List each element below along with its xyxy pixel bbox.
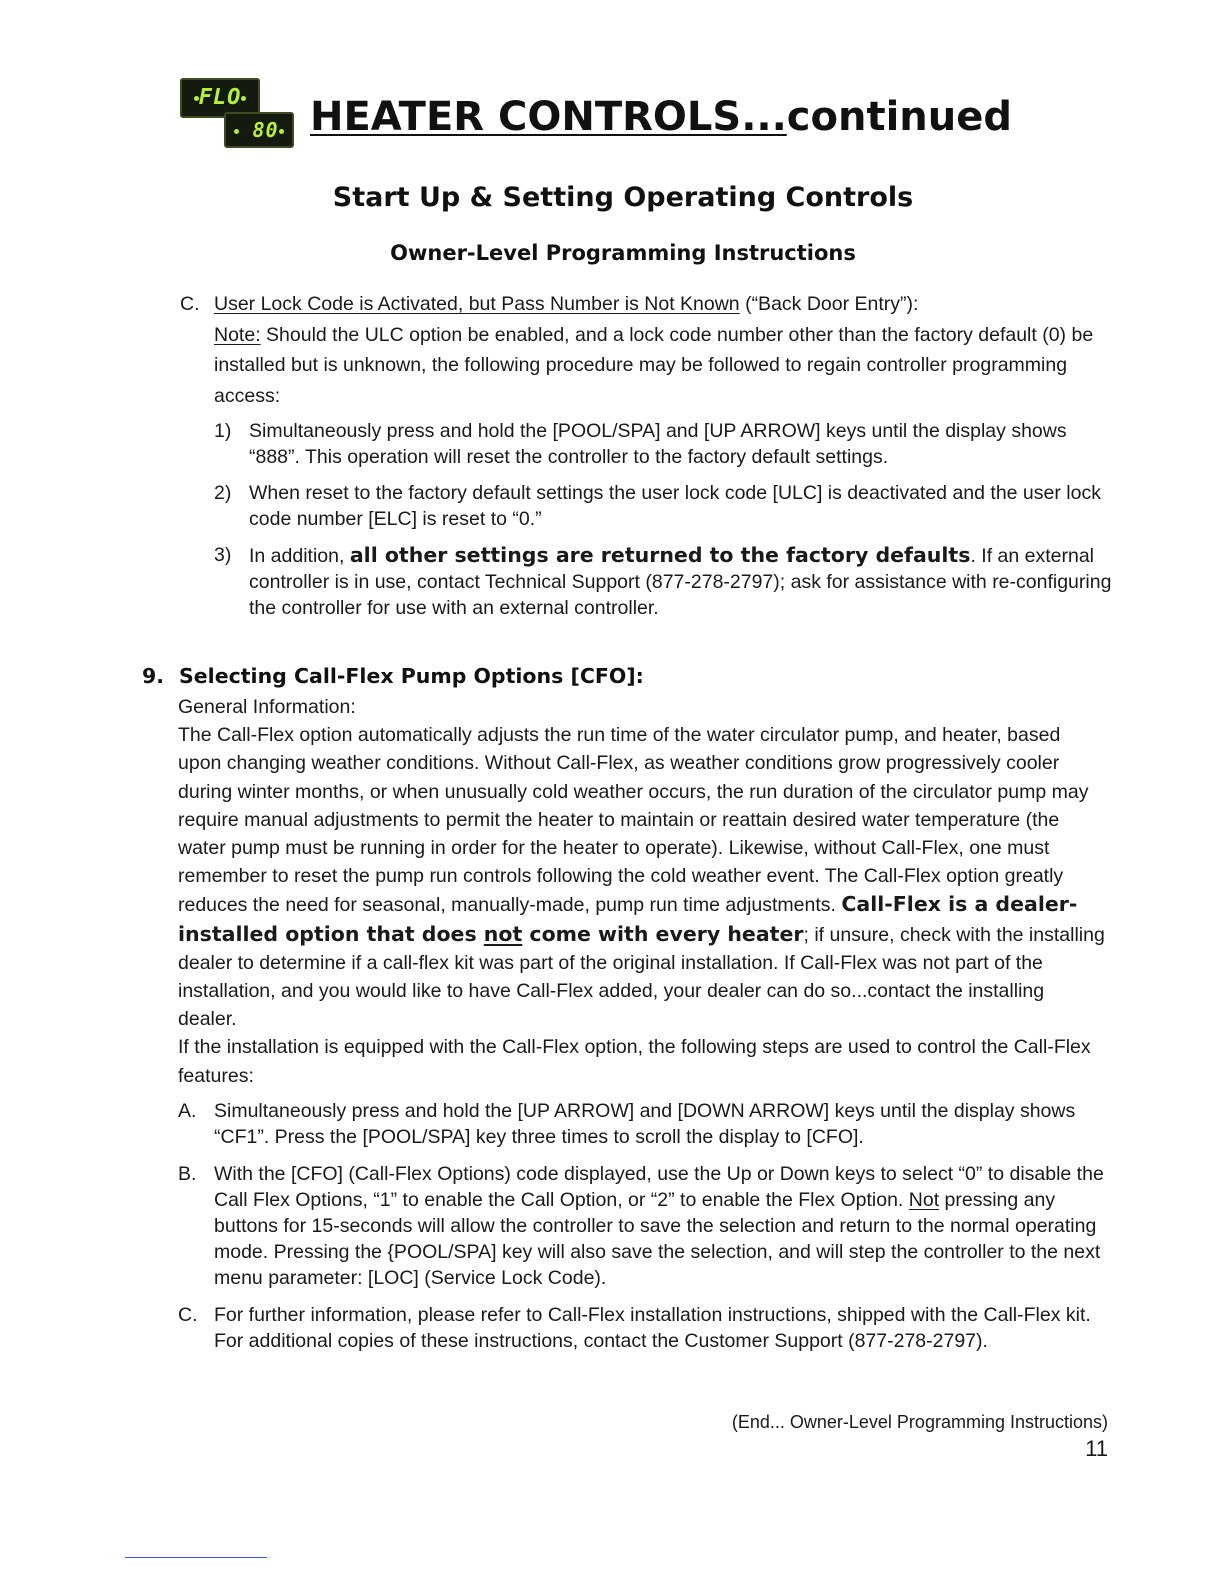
para1-text-b: ; if unsure, check with the installing dealer to determine if a call-flex kit was part of the original installation. If Call-Flex was not part of the installation, and you would like to have Call-Flex added, your dealer can do so...contact the installing dealer. <box>178 923 1105 1031</box>
section-9-title: Selecting Call-Flex Pump Options [CFO]: <box>179 664 644 688</box>
step-letter: B. <box>178 1163 197 1185</box>
list-item <box>178 1302 1108 1354</box>
list-item <box>214 418 1114 470</box>
item-c-body <box>214 289 1104 411</box>
general-info-label: General Information: <box>178 696 356 718</box>
section-title: Start Up & Setting Operating Controls <box>332 182 914 213</box>
lcd-dot-icon <box>279 129 284 134</box>
page-title <box>310 94 1012 140</box>
step-number: 3) <box>214 544 232 566</box>
call-flex-description <box>178 721 1108 1033</box>
lcd-dot-icon <box>234 129 239 134</box>
step-text-post: . If an external controller is in use, contact Technical Support (877-278-2797); ask for assistance with re-configuring the controller for use with an external controller. <box>249 545 1112 619</box>
end-note: (End... Owner-Level Programming Instructions) <box>731 1412 1108 1432</box>
item-c-label: C. <box>180 293 200 315</box>
step-text-bold: all other settings are returned to the factory defaults <box>349 543 971 567</box>
para1-text-a: The Call-Flex option automatically adjusts the run time of the water circulator pump, and heater, based upon changing weather conditions. Without Call-Flex, as weather conditions grow progressively cooler during winter months, or when unusually cold weather occurs, the run duration of the circulator pump may require manual adjustments to permit the heater to maintain or reattain desired water temperature (the water pump must be running in order for the heater to operate). Likewise, without Call-Flex, one must remember to reset the pump run controls following the cold weather event. The Call-Flex option greatly reduces the need for seasonal, manually-made, pump run time adjustments. <box>178 724 1089 917</box>
back-door-steps <box>214 418 1114 621</box>
lcd-display-bottom <box>224 112 294 148</box>
page-title-main: HEATER CONTROLS... <box>310 94 787 140</box>
note-text: Should the ULC option be enabled, and a lock code number other than the factory default (0) be installed but is unknown, the following procedure may be followed to regain controller programming access: <box>214 323 1094 407</box>
step-text: Simultaneously press and hold the [POOL/SPA] and [UP ARROW] keys until the display shows “888”. This operation will reset the controller to the factory default settings. <box>249 420 1067 468</box>
list-item <box>214 480 1114 532</box>
list-item <box>178 1098 1108 1150</box>
lcd-dot-icon <box>241 96 246 101</box>
step-letter: A. <box>178 1100 197 1122</box>
step-text-underlined: Not <box>908 1189 940 1211</box>
step-text: Simultaneously press and hold the [UP ARROW] and [DOWN ARROW] keys until the display shows “CF1”. Press the [POOL/SPA] key three times to scroll the display to [CFO]. <box>214 1100 1076 1148</box>
list-item <box>178 1161 1108 1291</box>
step-number: 1) <box>214 420 232 442</box>
item-c-heading-rest: (“Back Door Entry”): <box>739 293 919 315</box>
lcd-display-logo <box>180 78 290 148</box>
page-title-continued: continued <box>786 94 1013 140</box>
step-text-pre: In addition, <box>249 545 350 567</box>
step-letter: C. <box>178 1304 198 1326</box>
para1-bold-b: come with every heater <box>522 921 804 946</box>
footnote-divider <box>125 1557 267 1558</box>
step-text: When reset to the factory default settings the user lock code [ULC] is deactivated and the user lock code number [ELC] is reset to “0.” <box>249 482 1101 530</box>
call-flex-steps <box>178 1098 1108 1354</box>
call-flex-steps-intro: If the installation is equipped with the Call-Flex option, the following steps are used to control the Call-Flex features: <box>178 1036 1091 1087</box>
page-number: 11 <box>1085 1436 1108 1461</box>
list-item <box>214 542 1114 621</box>
note-label: Note: <box>214 323 261 346</box>
section-9-body <box>178 693 1108 1090</box>
para1-bold-a: Call-Flex is a dealer-installed option that does <box>178 892 1078 946</box>
section-9-number: 9. <box>142 664 165 688</box>
sub-title: Owner-Level Programming Instructions <box>390 241 856 265</box>
step-text: For further information, please refer to Call-Flex installation instructions, shipped with the Call-Flex kit. For additional copies of these instructions, contact the Customer Support (877-278-2797). <box>214 1304 1091 1352</box>
para1-bold-not: not <box>483 921 523 946</box>
lcd-line1: FLO <box>198 85 242 110</box>
step-text-pre: With the [CFO] (Call-Flex Options) code displayed, use the Up or Down keys to select “0” to disable the Call Flex Options, “1” to enable the Call Option, or “2” to enable the Flex Option. <box>214 1163 1104 1211</box>
item-c-heading: User Lock Code is Activated, but Pass Number is Not Known <box>214 293 740 315</box>
step-text-post: pressing any buttons for 15-seconds will allow the controller to save the selection and return to the normal operating mode. Pressing the {POOL/SPA] key will also save the selection, and will step the controller to the next menu parameter: [LOC] (Service Lock Code). <box>214 1189 1101 1289</box>
lcd-line2: 80 <box>252 118 279 142</box>
step-number: 2) <box>214 482 232 504</box>
